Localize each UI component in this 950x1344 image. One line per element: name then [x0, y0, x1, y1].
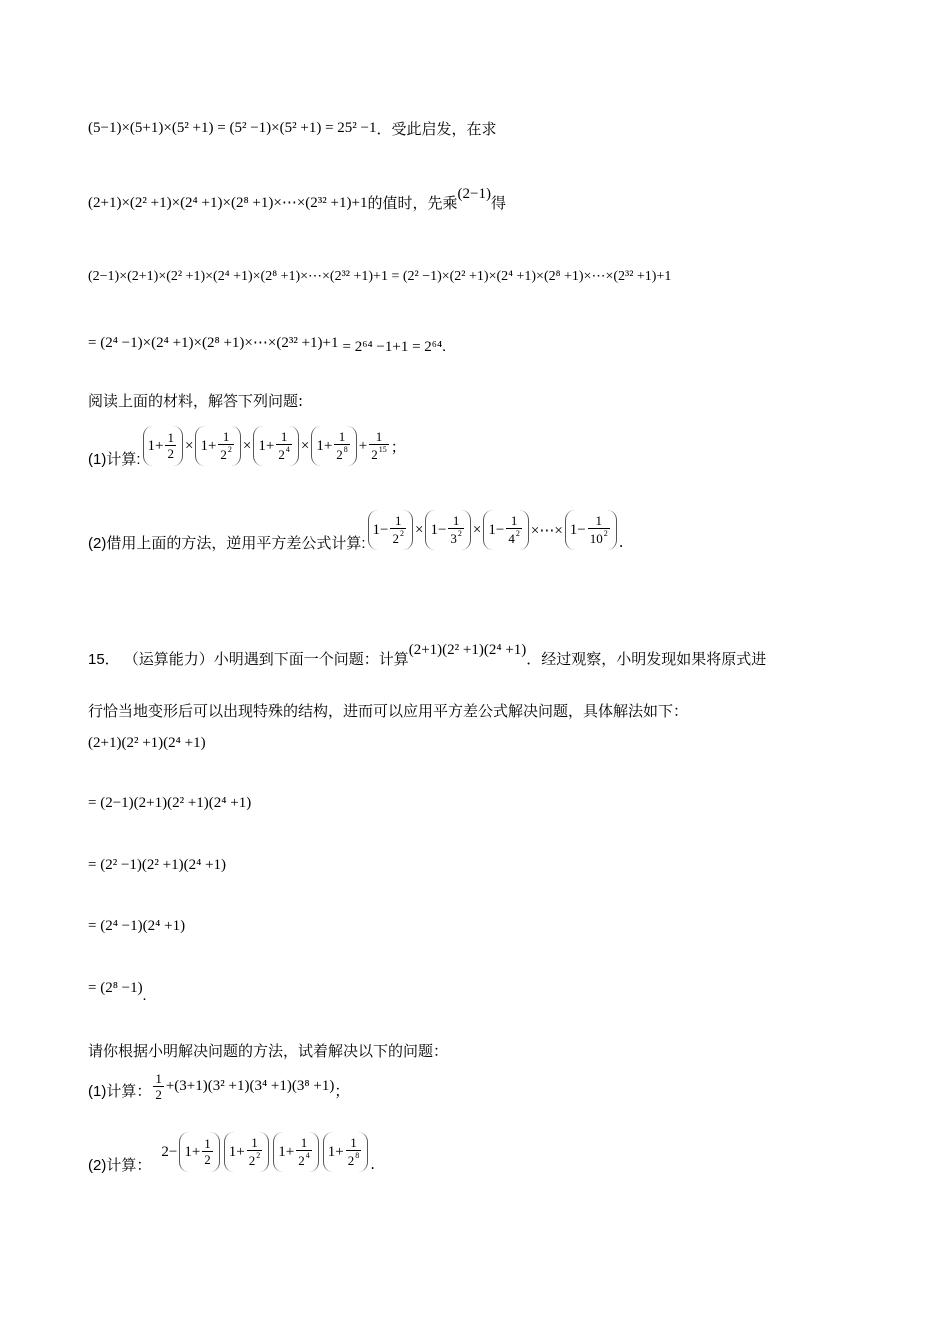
- q14-part-1-label: (1)计算:: [88, 450, 141, 468]
- intro-multiplier: (2−1): [457, 186, 491, 202]
- q15-part-1-label: (1)计算：: [88, 1083, 152, 1101]
- q15-part-1-expression: $\frac{1}{2}$ +(3+1)(3² +1)(3⁴ +1)(3⁸ +1): [155, 1071, 335, 1102]
- q15-step-3: [88, 857, 226, 874]
- q14-part-2-label: (2)借用上面的方法，逆用平方差公式计算:: [88, 534, 366, 552]
- q15-part-1: [88, 1072, 349, 1101]
- q15-step-5: [88, 980, 147, 1004]
- intro-equation-1: (5−1)×(5+1)×(5² +1) = (5² −1)×(5² +1) = 25² −1: [88, 120, 377, 136]
- q15-part-1-end: ；: [334, 1082, 350, 1101]
- q14-part-2-end: .: [618, 533, 624, 551]
- intro-line-4: [88, 333, 447, 355]
- q15-step-5-expression: = (2⁸ −1): [88, 980, 143, 996]
- intro-line-3: [88, 268, 671, 285]
- q14-part-1-end: ；: [390, 437, 406, 456]
- intro-text-2a: 的值时，先乘: [367, 194, 458, 212]
- q15-step-4: [88, 918, 185, 935]
- intro-expression-2: (2+1)×(2² +1)×(2⁴ +1)×(2⁸ +1)×⋯×(2³² +1)+1: [88, 195, 368, 211]
- q15-intro-text: （运算能力）小明遇到下面一个问题：计算: [123, 650, 409, 668]
- q14-part-1: [88, 426, 406, 466]
- q15-step-3-expression: = (2² −1)(2² +1)(2⁴ +1): [88, 857, 227, 873]
- q14-part-2-expression: 1− $\frac{1}{2^2}$ × 1− $\frac{1}{3^2}$ × 1− $\frac{1}{4^2}$ ×⋯× 1− $\frac{1}{10^2}$: [366, 510, 619, 550]
- q15-steps-end: .: [142, 988, 147, 1004]
- intro-line-2: [88, 186, 506, 213]
- intro-text-1: ．受此启发，在求: [376, 120, 497, 138]
- intro-period: .: [442, 339, 447, 355]
- q15-part-2-expression: 2− 1+ $\frac{1}{2}$ 1+ $\frac{1}{2^2}$ 1+ $\frac{1}{2^4}$ 1+ $\frac{1}{2^8}$: [161, 1132, 370, 1172]
- intro-line-1: [88, 118, 497, 139]
- q15-part-1-product: +(3+1)(3² +1)(3⁴ +1)(3⁸ +1): [165, 1078, 335, 1095]
- q15-line-2-text: 行恰当地变形后可以出现特殊的结构，进而可以应用平方差公式解决问题，具体解法如下：: [88, 702, 689, 720]
- q15-step-2-expression: = (2−1)(2+1)(2² +1)(2⁴ +1): [88, 795, 252, 811]
- q15-step-1-expression: (2+1)(2² +1)(2⁴ +1): [88, 735, 206, 751]
- q14-part-1-expression: 1+ $\frac{1}{2}$ × 1+ $\frac{1}{2^2}$ × 1+ $\frac{1}{2^4}$ × 1+ $\frac{1}{2^8}$ + $\frac{1}{2^{15}}$: [141, 426, 391, 466]
- q15-step-2: [88, 795, 251, 812]
- q15-part-2-end: .: [370, 1155, 375, 1173]
- read-instruction: [88, 390, 303, 411]
- q15-ask-text: 请你根据小明解决问题的方法，试着解决以下的问题：: [88, 1042, 449, 1060]
- intro-equation-4a: = (2⁴ −1)×(2⁴ +1)×(2⁸ +1)×⋯×(2³² +1)+1: [88, 335, 339, 351]
- q15-number: 15．: [88, 651, 120, 668]
- intro-equation-3: (2−1)×(2+1)×(2² +1)×(2⁴ +1)×(2⁸ +1)×⋯×(2³² +1)+1 = (2² −1)×(2² +1)×(2⁴ +1)×(2⁸ +1)×⋯×(2³² +1)+1: [88, 269, 672, 284]
- q15-ask: [88, 1040, 448, 1061]
- q15-header: [88, 640, 767, 668]
- intro-text-2b: 得: [490, 194, 506, 212]
- q15-part-2: [88, 1132, 375, 1172]
- q15-step-4-expression: = (2⁴ −1)(2⁴ +1): [88, 918, 186, 934]
- intro-equation-4b: = 2⁶⁴ −1+1 = 2⁶⁴: [342, 339, 443, 355]
- q15-step-1: [88, 735, 206, 752]
- read-instruction-text: 阅读上面的材料，解答下列问题:: [88, 392, 304, 410]
- q15-header-text: ．经过观察，小明发现如果将原式进: [526, 650, 767, 668]
- q14-part-2: [88, 510, 624, 550]
- q15-line-2: [88, 700, 688, 721]
- q15-header-expression: (2+1)(2² +1)(2⁴ +1): [408, 642, 527, 658]
- q15-part-2-label: (2)计算：: [88, 1156, 152, 1174]
